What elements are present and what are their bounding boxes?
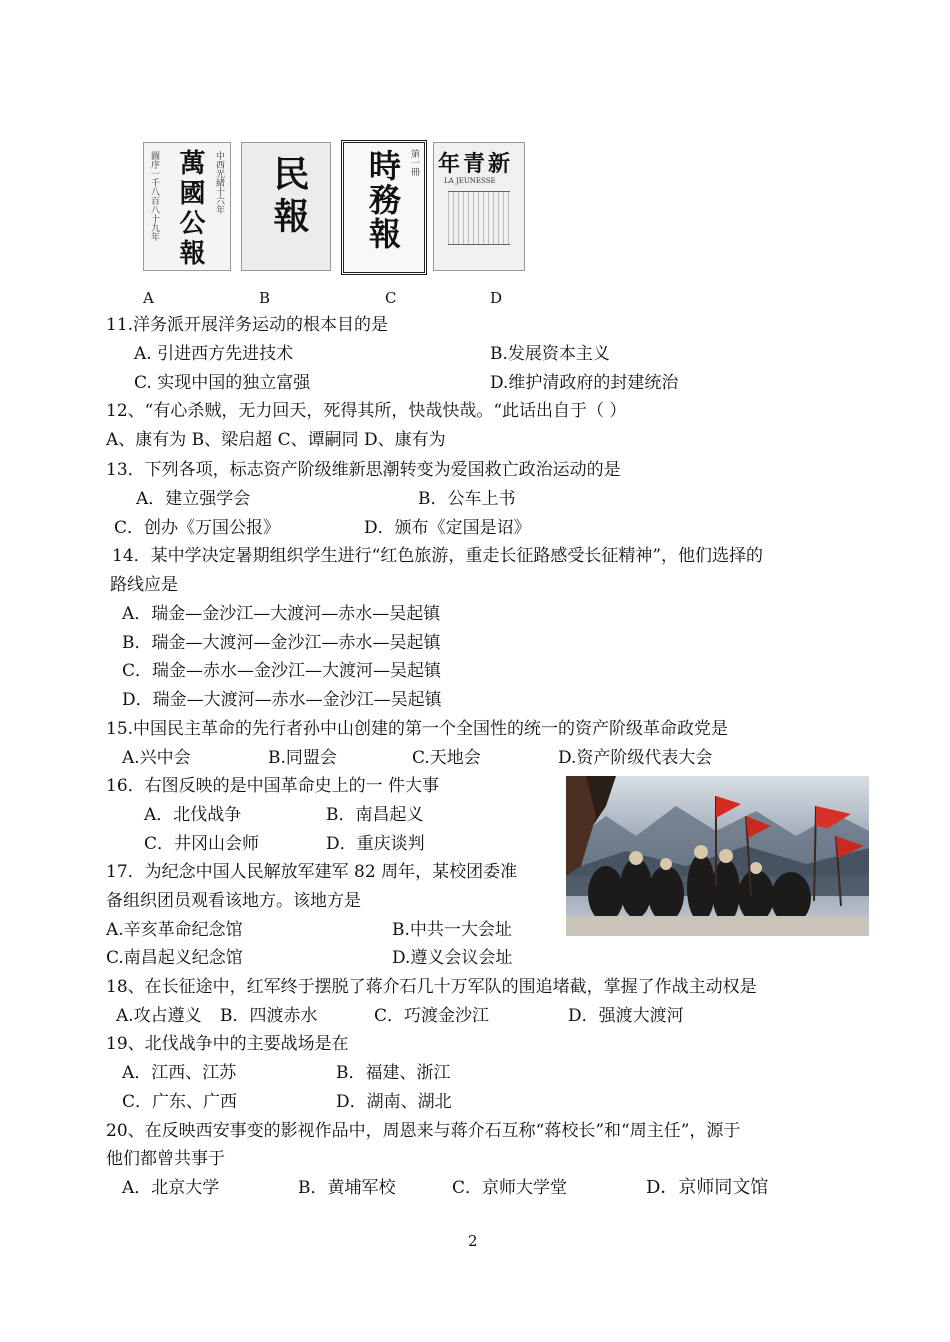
image-label: A <box>143 289 154 307</box>
cover-subtitle: LA JEUNESSE <box>444 177 496 185</box>
option-b: B．福建、浙江 <box>336 1063 451 1083</box>
option-a: A.辛亥革命纪念馆 <box>106 920 243 940</box>
cover-shiwu-bao <box>341 140 427 275</box>
option-a: A．北京大学 <box>122 1178 220 1198</box>
option-c: C．巧渡金沙江 <box>374 1006 490 1026</box>
option-c: C．瑞金—赤水—金沙江—大渡河—吴起镇 <box>122 661 442 681</box>
option-d: D.资产阶级代表大会 <box>558 748 713 768</box>
option-d: D．京师同文馆 <box>646 1177 769 1198</box>
option-b: B．南昌起义 <box>326 805 424 825</box>
option-b: B．公车上书 <box>418 489 516 509</box>
option-b: B.同盟会 <box>268 748 337 768</box>
image-label: D <box>490 289 503 307</box>
jinggangshan-painting <box>566 776 869 936</box>
option-d: D．强渡大渡河 <box>568 1006 684 1026</box>
option-a: A. 引进西方先进技术 <box>134 344 294 364</box>
question-stem: 18、在长征途中，红军终于摆脱了蒋介石几十万军队的围追堵截，掌握了作战主动权是 <box>106 977 757 997</box>
cover-side-text: 圖序一千八百八十九年 <box>149 151 159 241</box>
page-number: 2 <box>468 1232 478 1250</box>
option-d: D.维护清政府的封建统治 <box>490 373 679 393</box>
cover-side-text: 第一冊 <box>409 149 419 176</box>
option-d: D．重庆谈判 <box>326 834 425 854</box>
cover-min-bao <box>241 142 331 271</box>
option-a: A．江西、江苏 <box>122 1063 237 1083</box>
cover-title: 民報 <box>268 155 310 239</box>
question-stem: 17．为纪念中国人民解放军建军 82 周年，某校团委准 <box>106 862 518 882</box>
option-b: B．四渡赤水 <box>220 1006 318 1026</box>
question-stem: 19、北伐战争中的主要战场是在 <box>106 1034 349 1054</box>
cover-side-text: 中西光緒十六年 <box>214 151 224 214</box>
cover-title: 新青年 <box>438 151 514 177</box>
question-stem-cont: 他们都曾共事于 <box>106 1149 225 1169</box>
option-c: C．广东、广西 <box>122 1092 238 1112</box>
option-c: C．创办《万国公报》 <box>114 518 281 538</box>
options-line: A、康有为 B、梁启超 C、谭嗣同 D、康有为 <box>106 430 446 450</box>
option-b: B.中共一大会址 <box>392 920 512 940</box>
option-c: C．京师大学堂 <box>452 1178 568 1198</box>
image-label: B <box>259 289 271 307</box>
option-d: D．瑞金—大渡河—赤水—金沙江—吴起镇 <box>122 690 442 710</box>
option-b: B．瑞金—大渡河—金沙江—赤水—吴起镇 <box>122 633 441 653</box>
question-stem: 20、在反映西安事变的影视作品中，周恩来与蒋介石互称“蒋校长”和“周主任”，源于 <box>106 1121 741 1141</box>
question-stem: 13．下列各项，标志资产阶级维新思潮转变为爱国救亡政治运动的是 <box>106 460 621 480</box>
image-label: C <box>385 289 397 307</box>
option-a: A．北伐战争 <box>144 805 242 825</box>
cover-title: 時務報 <box>364 149 402 251</box>
cover-contents-block <box>448 191 510 245</box>
option-c: C. 实现中国的独立富强 <box>134 373 311 393</box>
option-c: C.天地会 <box>412 748 481 768</box>
option-b: B．黄埔军校 <box>298 1178 396 1198</box>
cover-wanguo-gongbao <box>143 142 231 271</box>
option-d: D.遵义会议会址 <box>392 948 513 968</box>
question-stem: 15.中国民主革命的先行者孙中山创建的第一个全国性的统一的资产阶级革命政党是 <box>106 719 729 739</box>
option-d: D．湖南、湖北 <box>336 1092 452 1112</box>
option-b: B.发展资本主义 <box>490 344 610 364</box>
option-a: A．建立强学会 <box>136 489 251 509</box>
question-stem-cont: 备组织团员观看该地方。该地方是 <box>106 891 361 911</box>
cover-xin-qingnian <box>433 142 525 271</box>
option-a: A．瑞金—金沙江—大渡河—赤水—吴起镇 <box>122 604 441 624</box>
question-stem-cont: 路线应是 <box>110 575 178 595</box>
option-c: C．井冈山会师 <box>144 834 260 854</box>
question-stem: 11.洋务派开展洋务运动的根本目的是 <box>106 315 389 335</box>
option-d: D．颁布《定国是诏》 <box>364 518 531 538</box>
option-a: A.攻占遵义 <box>116 1006 202 1026</box>
cover-title: 萬國公報 <box>175 149 205 269</box>
option-c: C.南昌起义纪念馆 <box>106 948 243 968</box>
question-stem: 16．右图反映的是中国革命史上的一 件大事 <box>106 776 440 796</box>
question-stem: 14．某中学决定暑期组织学生进行“红色旅游，重走长征路感受长征精神”，他们选择的 <box>112 546 764 566</box>
option-a: A.兴中会 <box>122 748 191 768</box>
question-stem: 12、“有心杀贼，无力回天，死得其所，快哉快哉。“此话出自于（ ） <box>106 401 627 421</box>
